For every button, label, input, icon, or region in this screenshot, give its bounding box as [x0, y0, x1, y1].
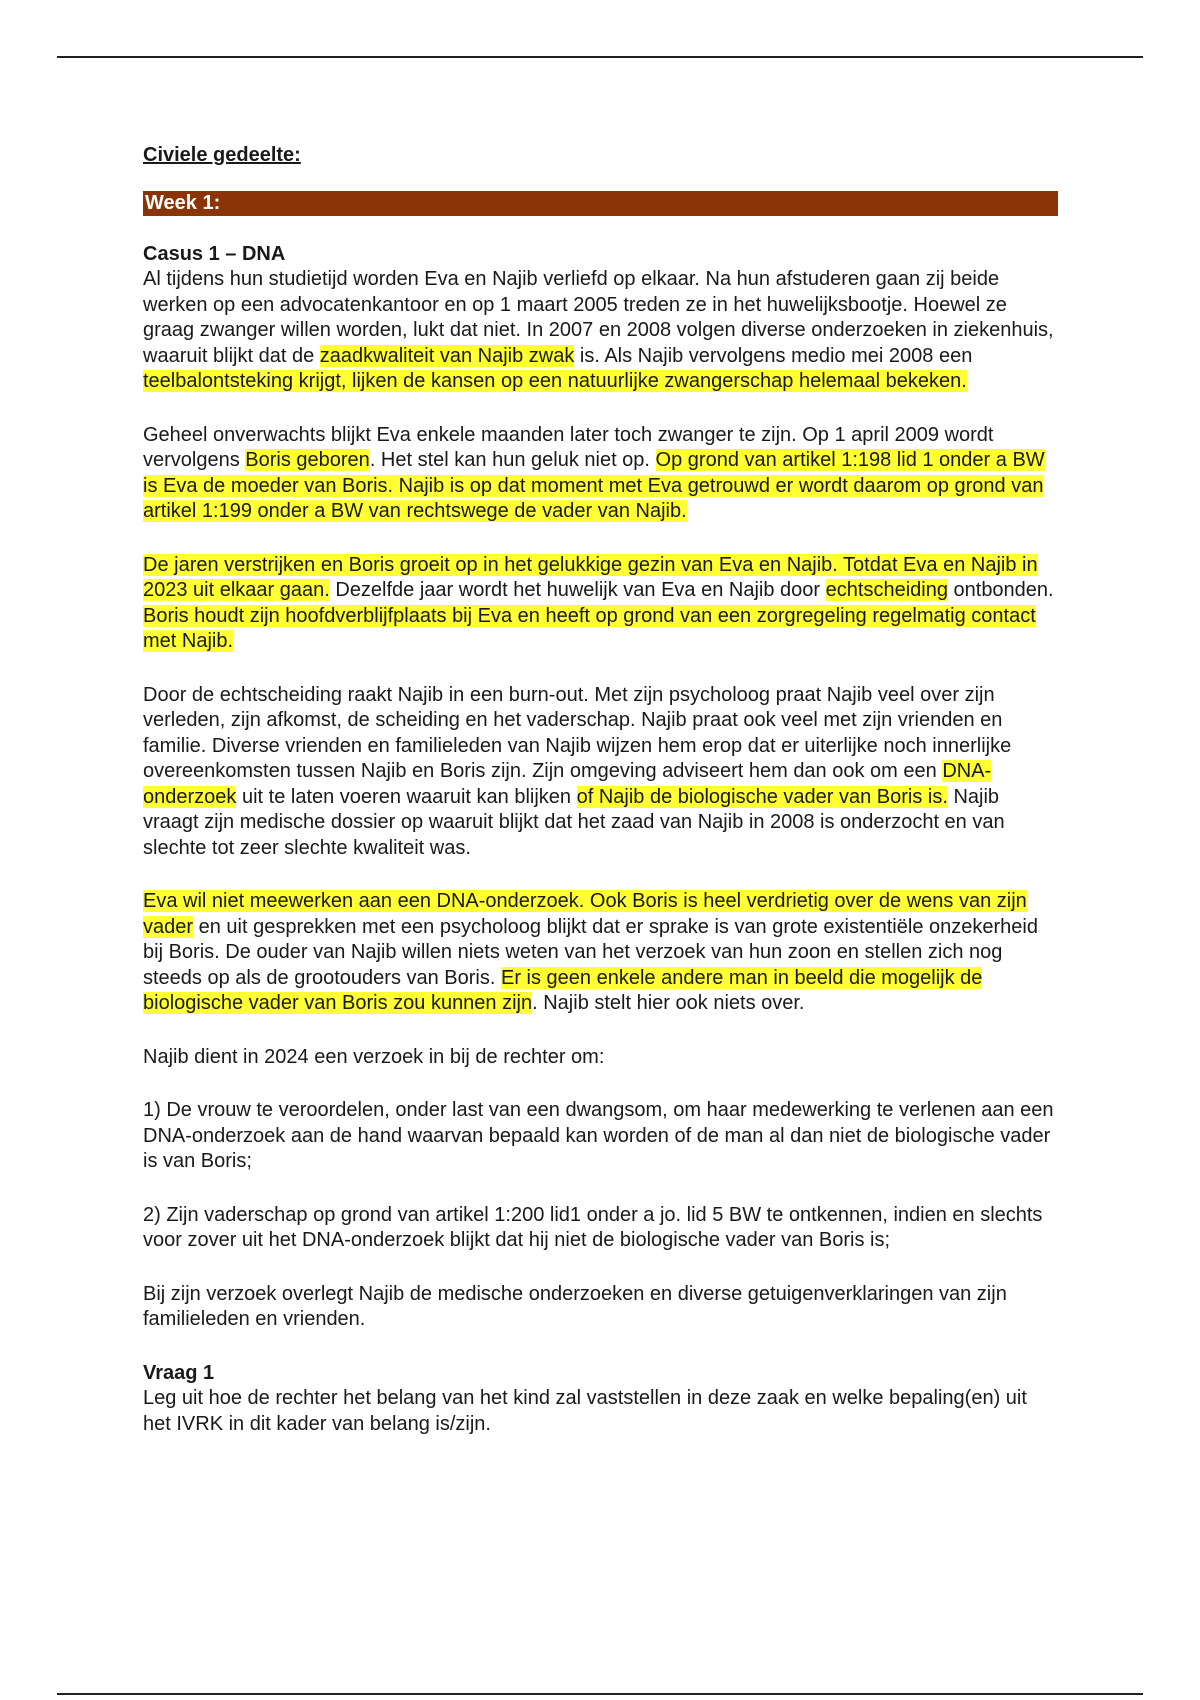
- highlighted-text: De jaren verstrijken en Boris groeit op in het gelukkige gezin van Eva en Najib. Totdat Eva en Najib in 2023 uit elkaar gaan.: [143, 553, 1038, 601]
- text-segment: Geheel onverwachts blijkt Eva enkele maanden later toch zwanger te zijn. Op 1 april 2009 wordt vervolgens: [143, 423, 994, 471]
- case-paragraph: [143, 423, 1058, 525]
- case-paragraph: [143, 889, 1058, 1017]
- top-rule: [57, 56, 1143, 58]
- text-segment: ontbonden.: [947, 579, 1054, 601]
- case-paragraph: [143, 1045, 1058, 1071]
- highlighted-text: Eva wil niet meewerken aan een DNA-onderzoek. Ook Boris is heel verdrietig over de wens van zijn vader: [143, 890, 1027, 938]
- highlighted-text: echtscheiding: [825, 579, 948, 601]
- highlighted-text: Boris geboren: [245, 449, 370, 471]
- highlighted-text: teelbalontsteking krijgt, lijken de kansen op een natuurlijke zwangerschap helemaal bekeken.: [143, 370, 967, 392]
- bottom-rule: [57, 1693, 1143, 1695]
- highlighted-text: zaadkwaliteit van Najib zwak: [319, 344, 575, 367]
- text-segment: en uit gesprekken met een psycholoog blijkt dat er sprake is van grote existentiële onzekerheid bij Boris. De ouder van Najib willen niets weten van het verzoek van hun zoon en stellen zich nog steeds op als de grootouders van Boris.: [143, 915, 1038, 989]
- case-body: [143, 267, 1058, 1333]
- highlighted-text: of Najib de biologische vader van Boris is.: [576, 785, 948, 808]
- case-paragraph: [143, 1098, 1058, 1175]
- document-title: Civiele gedeelte:: [143, 144, 301, 166]
- week-banner: Week 1:: [143, 191, 1058, 216]
- case-paragraph: [143, 267, 1058, 395]
- case-paragraph: [143, 683, 1058, 862]
- case-paragraph: [143, 1203, 1058, 1254]
- text-segment: is. Als Najib vervolgens medio mei 2008 een: [574, 344, 973, 367]
- highlighted-text: DNA-onderzoek: [143, 760, 992, 808]
- highlighted-text: Op grond van artikel 1:198 lid 1 onder a BW is Eva de moeder van Boris. Najib is op dat moment met Eva getrouwd er wordt daarom op grond van artikel 1:199 onder a BW van rechtswege de vader van Najib.: [143, 449, 1045, 522]
- question-heading: Vraag 1: [143, 1361, 215, 1384]
- text-segment: . Najib stelt hier ook niets over.: [532, 992, 805, 1014]
- highlighted-text: Boris houdt zijn hoofdverblijfplaats bij Eva en heeft op grond van een zorgregeling regelmatig contact met Najib.: [143, 604, 1036, 652]
- text-segment: Najib dient in 2024 een verzoek in bij de rechter om:: [143, 1045, 605, 1068]
- text-segment: Al tijdens hun studietijd worden Eva en Najib verliefd op elkaar. Na hun afstuderen gaan zij beide werken op een advocatenkantoor en op 1 maart 2005 treden ze in het huwelijksbootje. Hoewel ze graag zwanger willen worden, lukt dat niet. In 2007 en 2008 volgen diverse onderzoeken in ziekenhuis, waaruit blijkt dat de: [143, 268, 1054, 367]
- text-segment: Bij zijn verzoek overlegt Najib de medische onderzoeken en diverse getuigenverklaringen van zijn familieleden en vrienden.: [143, 1282, 1007, 1330]
- text-segment: Door de echtscheiding raakt Najib in een burn-out. Met zijn psycholoog praat Najib veel over zijn verleden, zijn afkomst, de scheiding en het vaderschap. Najib praat ook veel met zijn vrienden en familie. Diverse vrienden en familieleden van Najib wijzen hem erop dat er uiterlijke noch innerlijke overeenkomsten tussen Najib en Boris zijn. Zijn omgeving adviseert hem dan ook om een: [143, 683, 1012, 782]
- text-segment: Dezelfde jaar wordt het huwelijk van Eva en Najib door: [329, 579, 826, 601]
- case-paragraph: [143, 1282, 1058, 1333]
- text-segment: uit te laten voeren waaruit kan blijken: [236, 785, 577, 808]
- document-page: [143, 143, 1058, 1437]
- text-segment: 2) Zijn vaderschap op grond van artikel 1:200 lid1 onder a jo. lid 5 BW te ontkennen, indien en slechts voor zover uit het DNA-onderzoek blijkt dat hij niet de biologische vader van Boris is;: [143, 1203, 1043, 1251]
- text-segment: 1) De vrouw te veroordelen, onder last van een dwangsom, om haar medewerking te verlenen aan een DNA-onderzoek aan de hand waarvan bepaald kan worden of de man al dan niet de biologische vader is van Boris;: [143, 1099, 1054, 1172]
- case-heading: Casus 1 – DNA: [143, 242, 286, 265]
- text-segment: Najib vraagt zijn medische dossier op waaruit blijkt dat het zaad van Najib in 2008 is onderzocht en van slechte tot zeer slechte kwaliteit was.: [143, 785, 1005, 859]
- highlighted-text: Er is geen enkele andere man in beeld die mogelijk de biologische vader van Boris zou kunnen zijn: [143, 966, 983, 1014]
- case-paragraph: [143, 553, 1058, 655]
- question-text: Leg uit hoe de rechter het belang van het kind zal vaststellen in deze zaak en welke bepaling(en) uit het IVRK in dit kader van belang is/zijn.: [143, 1387, 1027, 1435]
- text-segment: . Het stel kan hun geluk niet op.: [369, 449, 656, 471]
